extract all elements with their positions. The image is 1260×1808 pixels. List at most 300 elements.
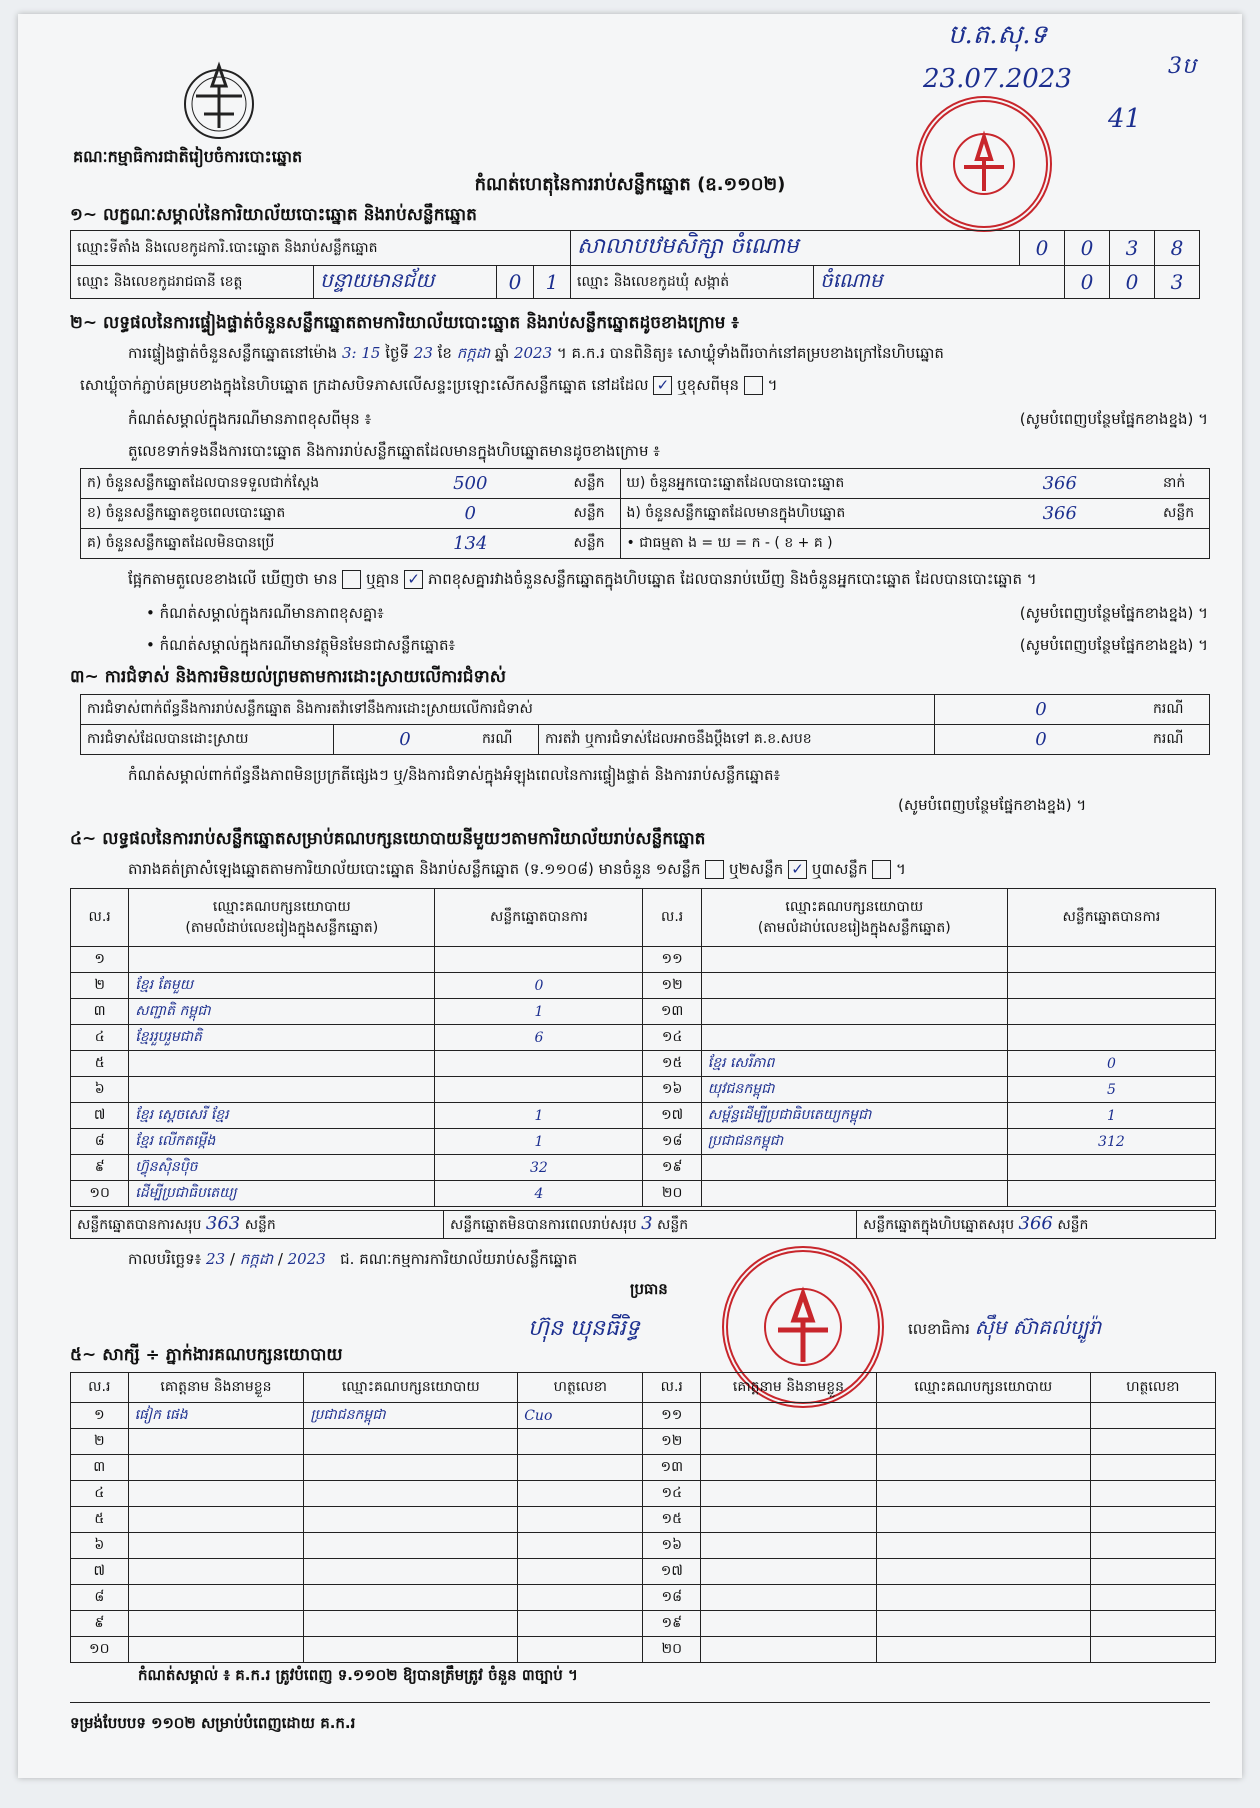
result-left-votes: 4: [435, 1181, 643, 1207]
witness-left-no: ៤: [71, 1481, 129, 1507]
unchanged-checkbox[interactable]: ✓: [653, 376, 672, 395]
result-left-party: ខ្មែរ លើកតម្កើង: [129, 1129, 435, 1155]
result-left-no: ៥: [71, 1051, 129, 1077]
witness-col-party-right: ឈ្មោះគណបក្សនយោបាយ: [876, 1373, 1090, 1403]
witness-right-party: [876, 1637, 1090, 1663]
table-row: [71, 1429, 1216, 1455]
three-sheets-checkbox[interactable]: [872, 860, 891, 879]
objection-label: ការជំទាស់ពាក់ព័ន្ធនឹងការរាប់សន្លឹកឆ្នោត និងការតវ៉ាទៅនឹងការដោះស្រាយលើការជំទាស់: [81, 695, 935, 725]
result-left-party: ខ្មែរ តែមួយ: [129, 973, 435, 999]
table-row: [71, 1181, 1216, 1207]
seal-text: សោឃ្លុំចាក់ភ្ជាប់គម្របខាងក្នុងនៃហិបឆ្នោត ក្រដាសបិទភាសលើសន្ទះប្រឡោះសើកសន្លឹកឆ្នោត នៅដដែល: [80, 376, 649, 394]
received-unit: សន្លឹក: [568, 469, 621, 499]
received-value: 500: [373, 469, 568, 499]
result-right-party: ខ្មែរ សេរីភាព: [701, 1051, 1007, 1077]
table-row: [71, 1481, 1216, 1507]
witness-left-no: ៣: [71, 1455, 129, 1481]
emblem-logo: [176, 56, 262, 142]
voters-label: ឃ) ចំនួនអ្នកបោះឆ្នោតដែលបានបោះឆ្នោត: [620, 469, 963, 499]
witness-left-sign: [518, 1455, 643, 1481]
province-value: បន្ទាយមានជ័យ: [314, 266, 497, 299]
non-ballot-note-label: • កំណត់សម្គាល់ក្នុងករណីមានវត្ថុមិនមែនជាសន្លឹកឆ្នោត៖: [146, 636, 456, 654]
results-col-no-left: ល.រ: [71, 889, 129, 947]
objection-unit: ករណី: [1147, 695, 1210, 725]
witness-right-name: [701, 1429, 877, 1455]
totals-row: [70, 1210, 1216, 1239]
changed-checkbox[interactable]: [744, 376, 763, 395]
witness-left-no: ១០: [71, 1637, 129, 1663]
witness-left-party: [304, 1585, 518, 1611]
witness-left-no: ៨: [71, 1585, 129, 1611]
unused-unit: សន្លឹក: [568, 529, 621, 559]
witness-table: [70, 1372, 1216, 1663]
result-right-votes: [1007, 999, 1215, 1025]
witness-left-party: [304, 1455, 518, 1481]
results-col-party-right: [701, 889, 1007, 947]
unused-label: គ) ចំនួនសន្លឹកឆ្នោតដែលមិនបានប្រើ: [81, 529, 374, 559]
province-code-1: 0: [497, 266, 534, 299]
total-invalid-label: សន្លឹកឆ្នោតមិនបានការពេលរាប់សរុប: [450, 1217, 637, 1233]
fill-note-2: (សូមបំពេញបន្ថែមផ្នែកខាងខ្នង) ។: [1019, 604, 1208, 622]
witness-right-sign: [1090, 1481, 1215, 1507]
two-sheets-checkbox[interactable]: ✓: [788, 860, 807, 879]
result-right-votes: 1: [1007, 1103, 1215, 1129]
date-year: 2023: [287, 1250, 326, 1268]
province-label: ឈ្មោះ និងលេខកូដរាជធានី ខេត្ត: [71, 266, 314, 299]
section3-table: [80, 694, 1210, 755]
result-left-party: ខ្មែរ ស្តេចសេរី ខ្មែរ: [129, 1103, 435, 1129]
witness-col-name-right: គោត្តនាម និងនាមខ្លួន: [701, 1373, 877, 1403]
witness-right-party: [876, 1481, 1090, 1507]
secretary-line: [908, 1314, 1101, 1344]
difference-note-2: [146, 604, 1208, 626]
result-left-no: ៨: [71, 1129, 129, 1155]
witness-col-no-right: ល.រ: [643, 1373, 701, 1403]
witness-right-name: [701, 1585, 877, 1611]
footer-divider: [70, 1702, 1210, 1703]
witness-left-sign: [518, 1585, 643, 1611]
result-right-no: ១៨: [643, 1129, 701, 1155]
fill-note-3: (សូមបំពេញបន្ថែមផ្នែកខាងខ្នង) ។: [1019, 636, 1208, 654]
result-left-no: ៤: [71, 1025, 129, 1051]
section2-title: ២~ លទ្ធផលនៃការផ្ទៀងផ្ទាត់ចំនួនសន្លឹកឆ្នោតតាមការិយាល័យបោះឆ្នោត និងរាប់សន្លឹកឆ្នោតដូចខាងក្រោម ៖: [70, 313, 739, 333]
total-box: [857, 1211, 1216, 1239]
result-right-no: ២០: [643, 1181, 701, 1207]
witness-right-name: [701, 1533, 877, 1559]
total-invalid-value: 3: [641, 1213, 653, 1234]
witness-right-party: [876, 1455, 1090, 1481]
witness-left-name: [128, 1507, 304, 1533]
result-right-no: ១១: [643, 947, 701, 973]
one-sheet-checkbox[interactable]: [705, 860, 724, 879]
result-left-votes: 1: [435, 1103, 643, 1129]
result-right-votes: [1007, 1025, 1215, 1051]
date-day: 23: [206, 1250, 226, 1268]
resolved-label: ការជំទាស់ដែលបានដោះស្រាយ: [81, 725, 334, 755]
witness-right-no: ១១: [643, 1403, 701, 1429]
total-invalid-unit: សន្លឹក: [656, 1217, 689, 1233]
discrepancy-no-checkbox[interactable]: ✓: [404, 570, 423, 589]
witness-col-sign-right: ហត្ថលេខា: [1090, 1373, 1215, 1403]
in-box-unit: សន្លឹក: [1157, 499, 1210, 529]
result-right-votes: [1007, 1181, 1215, 1207]
total-valid: [71, 1211, 444, 1239]
witness-left-party: [304, 1611, 518, 1637]
witness-left-name: [128, 1637, 304, 1663]
witness-right-party: [876, 1429, 1090, 1455]
commune-code-3: 3: [1155, 266, 1200, 299]
witness-left-party: ប្រជាជនកម្ពុជា: [304, 1403, 518, 1429]
result-left-votes: [435, 1051, 643, 1077]
witness-right-party: [876, 1507, 1090, 1533]
results-col-party-left-title: ឈ្មោះគណបក្សនយោបាយ: [212, 898, 351, 915]
result-left-party: សញ្ជាតិ កម្ពុជា: [129, 999, 435, 1025]
table-row: [71, 1533, 1216, 1559]
witness-left-party: [304, 1533, 518, 1559]
witness-right-no: ១៥: [643, 1507, 701, 1533]
witness-right-sign: [1090, 1585, 1215, 1611]
result-left-party: [129, 947, 435, 973]
witness-right-no: ១៩: [643, 1611, 701, 1637]
witness-left-party: [304, 1507, 518, 1533]
formula: • ជាធម្មតា ង = ឃ = ក - ( ខ + គ ): [620, 529, 1210, 559]
witness-note: កំណត់សម្គាល់ ៖ គ.ក.រ ត្រូវបំពេញ ទ.១១០២ ឱ្យបានត្រឹមត្រូវ ចំនួន ៣ច្បាប់ ។: [138, 1666, 578, 1684]
section3-title: ៣~ ការជំទាស់ និងការមិនយល់ព្រមតាមការដោះស្រាយលើការជំទាស់: [70, 667, 506, 687]
witness-left-sign: [518, 1533, 643, 1559]
results-col-votes-left: សន្លឹកឆ្នោតបានការ: [435, 889, 643, 947]
witness-right-party: [876, 1403, 1090, 1429]
result-left-no: ២: [71, 973, 129, 999]
witness-right-name: [701, 1403, 877, 1429]
in-box-label: ង) ចំនួនសន្លឹកឆ្នោតដែលមានក្នុងហិបឆ្នោត: [620, 499, 963, 529]
result-left-votes: [435, 1077, 643, 1103]
result-right-party: [701, 1025, 1007, 1051]
corner-number: 3ប: [1168, 54, 1196, 79]
table-row: [71, 1025, 1216, 1051]
table-row: [71, 1585, 1216, 1611]
witness-right-party: [876, 1611, 1090, 1637]
year-value: 2023: [513, 344, 553, 362]
appeal-value: 0: [935, 725, 1148, 755]
in-box-value: 366: [963, 499, 1158, 529]
location-value: សាលាបឋមសិក្សា ចំណោម: [571, 231, 1020, 266]
witness-right-sign: [1090, 1507, 1215, 1533]
result-right-no: ១៩: [643, 1155, 701, 1181]
witness-left-name: [128, 1455, 304, 1481]
witness-left-no: ២: [71, 1429, 129, 1455]
time-value: 3: 15: [341, 344, 381, 362]
table-row: [71, 1403, 1216, 1429]
witness-left-sign: [518, 1611, 643, 1637]
section4-title: ៤~ លទ្ធផលនៃការរាប់សន្លឹកឆ្នោតសម្រាប់គណបក្សនយោបាយនីមួយៗតាមការិយាល័យរាប់សន្លឹកឆ្នោត: [70, 829, 706, 849]
witness-left-party: [304, 1559, 518, 1585]
results-col-votes-right: សន្លឹកឆ្នោតបានការ: [1007, 889, 1215, 947]
spoiled-unit: សន្លឹក: [568, 499, 621, 529]
result-left-party: ហ៊្វុនស៊ិនប៉ិច: [129, 1155, 435, 1181]
fill-note-4: (សូមបំពេញបន្ថែមផ្នែកខាងខ្នង) ។: [898, 796, 1087, 814]
total-valid-label: សន្លឹកឆ្នោតបានការសរុប: [77, 1217, 202, 1233]
witness-right-party: [876, 1585, 1090, 1611]
result-right-no: ១៤: [643, 1025, 701, 1051]
discrepancy-no-label: ឬគ្មាន: [366, 570, 400, 588]
table-row: [71, 947, 1216, 973]
result-left-party: ខ្មែររួបរួមជាតិ: [129, 1025, 435, 1051]
result-left-party: ដើម្បីប្រជាធិបតេយ្យ: [129, 1181, 435, 1207]
resolved-unit: ករណី: [476, 725, 539, 755]
witness-col-no-left: ល.រ: [71, 1373, 129, 1403]
result-left-votes: 0: [435, 973, 643, 999]
witness-left-name: [128, 1533, 304, 1559]
difference-note-2-label: • កំណត់សម្គាល់ក្នុងករណីមានភាពខុសគ្នា៖: [146, 604, 384, 622]
resolved-value: 0: [334, 725, 477, 755]
section1-title: ១~ លក្ខណៈសម្គាល់នៃការិយាល័យបោះឆ្នោត និងរាប់សន្លឹកឆ្នោត: [70, 205, 477, 225]
result-left-no: ៣: [71, 999, 129, 1025]
results-col-party-right-title: ឈ្មោះគណបក្សនយោបាយ: [785, 898, 924, 915]
date-month: កក្កដា: [239, 1250, 274, 1268]
witness-right-no: ១៧: [643, 1559, 701, 1585]
total-valid-unit: សន្លឹក: [244, 1217, 276, 1233]
month-value: កក្កដា: [456, 344, 491, 362]
result-right-party: [701, 999, 1007, 1025]
voters-value: 366: [963, 469, 1158, 499]
witness-right-name: [701, 1455, 877, 1481]
official-stamp-top: [916, 96, 1052, 232]
result-left-no: ៩: [71, 1155, 129, 1181]
witness-right-sign: [1090, 1403, 1215, 1429]
spoiled-value: 0: [373, 499, 568, 529]
verification-line-2: សោឃ្លុំចាក់ភ្ជាប់គម្របខាងក្នុងនៃហិបឆ្នោត ក្រដាសបិទភាសលើសន្ទះប្រឡោះសើកសន្លឹកឆ្នោត នៅដដែល ✓ ឬខុសពីមុន ។: [80, 376, 778, 394]
discrepancy-label: ផ្អែកតាមតួលេខខាងលើ ឃើញថា មាន: [128, 570, 338, 588]
results-col-party-left: [129, 889, 435, 947]
result-left-no: ៦: [71, 1077, 129, 1103]
objection-value: 0: [935, 695, 1148, 725]
result-right-votes: 312: [1007, 1129, 1215, 1155]
committee-name: គណៈកម្មាធិការជាតិរៀបចំការបោះឆ្នោត: [73, 147, 303, 166]
result-right-votes: 5: [1007, 1077, 1215, 1103]
chairman-signature: ហ៊ុន ឃុនធីរិទ្ធ: [528, 1316, 640, 1341]
discrepancy-yes-checkbox[interactable]: [342, 570, 361, 589]
section1-table: [70, 230, 1200, 299]
results-col-party-left-sub: (តាមលំដាប់លេខរៀងក្នុងសន្លឹកឆ្នោត): [185, 919, 379, 936]
witness-left-name: ផៀក ផេង: [128, 1403, 304, 1429]
location-code-2: 0: [1065, 231, 1110, 266]
handwritten-date: 23.07.2023: [923, 64, 1072, 94]
section5-title: ៥~ សាក្សី ÷ ភ្នាក់ងារគណបក្សនយោបាយ: [70, 1345, 343, 1365]
handwritten-number: 41: [1108, 104, 1142, 134]
witness-left-name: [128, 1611, 304, 1637]
witness-left-sign: [518, 1507, 643, 1533]
witness-left-name: [128, 1481, 304, 1507]
tally-intro: តារាងគត់ត្រាសំឡេងឆ្នោតតាមការិយាល័យបោះឆ្នោត និងរាប់សន្លឹកឆ្នោត (ទ.១១០៨) មានចំនួន ១សន្លឹក: [128, 860, 701, 878]
table-row: [71, 1051, 1216, 1077]
province-code-2: 1: [534, 266, 571, 299]
form-page: [18, 14, 1242, 1778]
witness-left-sign: [518, 1429, 643, 1455]
result-right-party: [701, 1155, 1007, 1181]
figures-table: [80, 468, 1210, 559]
time-label: ការផ្ទៀងផ្ទាត់ចំនួនសន្លឹកឆ្នោតនៅម៉ោង: [128, 344, 338, 362]
two-sheets-label: ឬ២សន្លឹក: [729, 860, 784, 878]
witness-col-name-left: គោត្តនាម និងនាមខ្លួន: [128, 1373, 304, 1403]
result-right-no: ១៧: [643, 1103, 701, 1129]
witness-left-sign: [518, 1637, 643, 1663]
footer-text: ទម្រង់បែបបទ ១១០២ សម្រាប់បំពេញដោយ គ.ក.រ: [70, 1714, 356, 1732]
witness-left-no: ៥: [71, 1507, 129, 1533]
form-title: កំណត់ហេតុនៃការរាប់សន្លឹកឆ្នោត (ឧ.១១០២): [474, 174, 786, 195]
witness-left-no: ៦: [71, 1533, 129, 1559]
results-col-no-right: ល.រ: [643, 889, 701, 947]
witness-left-party: [304, 1481, 518, 1507]
witness-left-party: [304, 1429, 518, 1455]
table-row: [71, 1155, 1216, 1181]
discrepancy-text: ភាពខុសគ្នារវាងចំនួនសន្លឹកឆ្នោតក្នុងហិបឆ្នោត ដែលបានរាប់ឃើញ និងចំនួនអ្នកបោះឆ្នោត ដែលបានបោះឆ្នោត ។: [427, 570, 1037, 588]
witness-left-no: ៧: [71, 1559, 129, 1585]
location-code-1: 0: [1020, 231, 1065, 266]
witness-right-name: [701, 1559, 877, 1585]
handwritten-code: ប.ត.សុ.ទ: [948, 20, 1048, 50]
result-right-no: ១៥: [643, 1051, 701, 1077]
result-right-party: យុវជនកម្ពុជា: [701, 1077, 1007, 1103]
verification-text: ។ គ.ក.រ បានពិនិត្យ៖ សោឃ្លុំទាំងពីរចាក់នៅគម្របខាងក្រៅនៃហិបឆ្នោត: [556, 344, 944, 362]
witness-right-sign: [1090, 1559, 1215, 1585]
total-box-value: 366: [1018, 1213, 1053, 1234]
result-right-party: [701, 1181, 1007, 1207]
commune-code-2: 0: [1110, 266, 1155, 299]
table-row: [71, 1611, 1216, 1637]
witness-right-sign: [1090, 1611, 1215, 1637]
appeal-label: ការតវ៉ា ឬការជំទាស់ដែលអាចនឹងប្តឹងទៅ គ.ខ.សបខ: [539, 725, 935, 755]
location-code-4: 8: [1155, 231, 1200, 266]
result-left-votes: [435, 947, 643, 973]
unused-value: 134: [373, 529, 568, 559]
total-box-unit: សន្លឹក: [1057, 1217, 1089, 1233]
result-left-votes: 6: [435, 1025, 643, 1051]
secretary-signature: ស៊ឹម ស៊ាគល់ប្បូរ៉ា: [974, 1315, 1102, 1339]
result-right-party: [701, 947, 1007, 973]
figures-intro: តួលេខទាក់ទងនឹងការបោះឆ្នោត និងការរាប់សន្លឹកឆ្នោតដែលមានក្នុងហិបឆ្នោតមានដូចខាងក្រោម ៖: [128, 442, 660, 460]
witness-right-no: ១៣: [643, 1455, 701, 1481]
table-row: [71, 1103, 1216, 1129]
table-row: [71, 973, 1216, 999]
witness-left-sign: [518, 1481, 643, 1507]
table-row: [71, 999, 1216, 1025]
result-right-votes: [1007, 1155, 1215, 1181]
commune-code-1: 0: [1065, 266, 1110, 299]
irregularity-note: កំណត់សម្គាល់ពាក់ព័ន្ធនឹងភាពមិនប្រក្រតីផ្សេងៗ ឬ/និងការជំទាស់ក្នុងអំឡុងពេលនៃការផ្ទៀងផ្ទាត់ និងការរាប់សន្លឹកឆ្នោត៖: [128, 766, 781, 784]
three-sheets-label: ឬ៣សន្លឹក: [811, 860, 868, 878]
witness-right-no: ២០: [643, 1637, 701, 1663]
result-right-party: ប្រជាជនកម្ពុជា: [701, 1129, 1007, 1155]
result-left-no: ៧: [71, 1103, 129, 1129]
witness-left-name: [128, 1429, 304, 1455]
chairman-title: ប្រធាន: [630, 1280, 668, 1298]
witness-col-sign-left: ហត្ថលេខា: [518, 1373, 643, 1403]
date-prefix: កាលបរិច្ឆេទ៖: [128, 1250, 202, 1268]
signing-date: កាលបរិច្ឆេទ៖ 23 / កក្កដា / 2023 ជ. គណៈកម្មការការិយាល័យរាប់សន្លឹកឆ្នោត: [128, 1250, 578, 1268]
witness-right-name: [701, 1507, 877, 1533]
spoiled-label: ខ) ចំនួនសន្លឹកឆ្នោតខូចពេលបោះឆ្នោត: [81, 499, 374, 529]
witness-col-party-left: ឈ្មោះគណបក្សនយោបាយ: [304, 1373, 518, 1403]
secretary-label: លេខាធិការ: [908, 1320, 970, 1338]
day-label: ថ្ងៃទី: [385, 344, 410, 362]
witness-right-party: [876, 1559, 1090, 1585]
month-label: ខែ: [437, 344, 452, 362]
witness-right-no: ១៤: [643, 1481, 701, 1507]
total-valid-value: 363: [205, 1213, 241, 1234]
results-col-party-right-sub: (តាមលំដាប់លេខរៀងក្នុងសន្លឹកឆ្នោត): [757, 919, 951, 936]
witness-left-name: [128, 1559, 304, 1585]
non-ballot-note: [146, 636, 1208, 658]
result-left-party: [129, 1077, 435, 1103]
result-right-votes: 0: [1007, 1051, 1215, 1077]
witness-left-name: [128, 1585, 304, 1611]
result-left-no: ១០: [71, 1181, 129, 1207]
witness-right-sign: [1090, 1637, 1215, 1663]
result-left-votes: 1: [435, 999, 643, 1025]
witness-right-sign: [1090, 1455, 1215, 1481]
result-right-votes: [1007, 973, 1215, 999]
total-invalid: [444, 1211, 857, 1239]
voters-unit: នាក់: [1157, 469, 1210, 499]
witness-right-name: [701, 1611, 877, 1637]
sign-committee: ជ. គណៈកម្មការការិយាល័យរាប់សន្លឹកឆ្នោត: [340, 1250, 578, 1268]
year-label: ឆ្នាំ: [494, 344, 510, 362]
table-row: [71, 1559, 1216, 1585]
witness-left-no: ៩: [71, 1611, 129, 1637]
witness-right-name: [701, 1481, 877, 1507]
result-right-no: ១៦: [643, 1077, 701, 1103]
location-code-3: 3: [1110, 231, 1155, 266]
witness-left-sign: Cuo: [518, 1403, 643, 1429]
commune-label: ឈ្មោះ និងលេខកូដឃុំ សង្កាត់: [571, 266, 814, 299]
witness-right-no: ១៦: [643, 1533, 701, 1559]
result-right-votes: [1007, 947, 1215, 973]
witness-left-sign: [518, 1559, 643, 1585]
result-left-votes: 32: [435, 1155, 643, 1181]
table-row: [71, 1507, 1216, 1533]
total-box-label: សន្លឹកឆ្នោតក្នុងហិបឆ្នោតសរុប: [863, 1217, 1015, 1233]
witness-left-no: ១: [71, 1403, 129, 1429]
witness-right-no: ១៨: [643, 1585, 701, 1611]
tally-sheets-line: តារាងគត់ត្រាសំឡេងឆ្នោតតាមការិយាល័យបោះឆ្នោត និងរាប់សន្លឹកឆ្នោត (ទ.១១០៨) មានចំនួន ១សន្លឹក ឬ២សន្លឹក ✓ ឬ៣សន្លឹក ។: [128, 860, 906, 878]
result-left-votes: 1: [435, 1129, 643, 1155]
witness-right-sign: [1090, 1533, 1215, 1559]
difference-note: [128, 410, 1208, 432]
result-right-no: ១៣: [643, 999, 701, 1025]
witness-right-party: [876, 1533, 1090, 1559]
result-right-party: [701, 973, 1007, 999]
witness-right-no: ១២: [643, 1429, 701, 1455]
discrepancy-line: [128, 570, 1037, 592]
commune-value: ចំណោម: [814, 266, 1065, 299]
table-row: [71, 1077, 1216, 1103]
result-right-party: សម្ព័ន្ធដើម្បីប្រជាធិបតេយ្យកម្ពុជា: [701, 1103, 1007, 1129]
witness-right-name: [701, 1637, 877, 1663]
result-right-no: ១២: [643, 973, 701, 999]
difference-note-label: កំណត់សម្គាល់ក្នុងករណីមានភាពខុសពីមុន ៖: [128, 410, 372, 428]
verification-line-1: [128, 344, 944, 366]
result-left-no: ១: [71, 947, 129, 973]
location-label: ឈ្មោះទីតាំង និងលេខកូដការិ.បោះឆ្នោត និងរាប់សន្លឹកឆ្នោត: [71, 231, 571, 266]
table-row: [71, 1129, 1216, 1155]
changed-label: ឬខុសពីមុន: [677, 376, 740, 394]
witness-left-party: [304, 1637, 518, 1663]
result-left-party: [129, 1051, 435, 1077]
appeal-unit: ករណី: [1147, 725, 1210, 755]
table-row: [71, 1455, 1216, 1481]
day-value: 23: [413, 344, 433, 362]
witness-right-sign: [1090, 1429, 1215, 1455]
